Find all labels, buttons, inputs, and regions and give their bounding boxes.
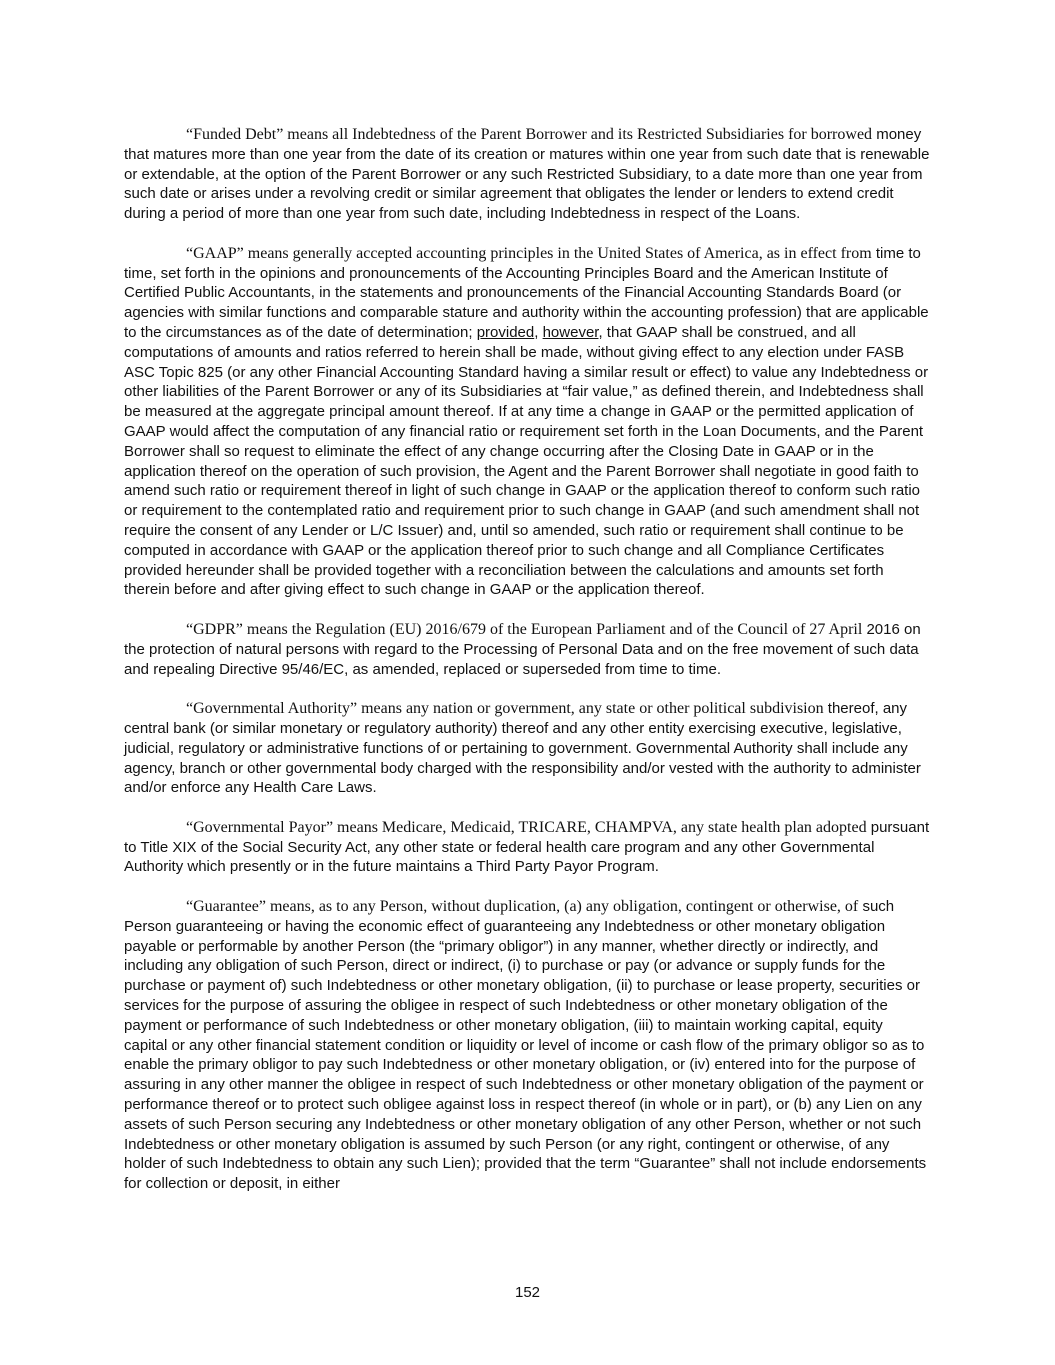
definition-funded-debt (124, 125, 930, 224)
definition-gdpr (124, 620, 930, 679)
definition-body-continued: , that GAAP shall be construed, and all computations of amounts and ratios referred to herein shall be made, without giving effect to any election under FASB ASC Topic 825 (or any other Financial Accounting Standard having a similar result or effect) to value any Indebtedness or other liabilities of the Parent Borrower or any of its Subsidiaries at “fair value,” as defined therein, and Indebtedness shall be measured at the aggregate principal amount thereof. If at any time a change in GAAP or the permitted application of GAAP would affect the computation of any financial ratio or requirement set forth in the Loan Documents, and the Parent Borrower shall so request to eliminate the effect of any change occurring after the Closing Date in GAAP or in the application thereof on the operation of such provision, the Agent and the Parent Borrower shall negotiate in good faith to amend such ratio or requirement thereof in light of such change in GAAP or the application thereof to conform such ratio or requirement to the contemplated ratio and requirement prior to such change in GAAP (and such amendment shall not require the consent of any Lender or L/C Issuer) and, until so amended, such ratio or requirement shall continue to be computed in accordance with GAAP or the application thereof prior to such change and all Compliance Certificates provided hereunder shall be provided together with a reconciliation between the calculations and amounts set forth therein before and after giving effect to such change in GAAP or the application thereof. (124, 323, 929, 599)
definition-body: pursuant to Title XIX of the Social Security Act, any other state or federal health care program and any other Governmental Authority which presently or in the future maintains a Third Party Payor Program. (124, 818, 930, 876)
definition-body: 2016 on the protection of natural persons with regard to the Processing of Personal Data and on the free movement of such data and repealing Directive 95/46/EC, as amended, replaced or superseded from time to time. (124, 620, 921, 678)
definition-lead: “Guarantee” means, as to any Person, without duplication, (a) any obligation, contingent or otherwise, of (186, 898, 859, 916)
definition-body: thereof, any central bank (or similar monetary or regulatory authority) thereof and any other entity exercising executive, legislative, judicial, regulatory or administrative functions of or pertaining to government. Governmental Authority shall include any agency, branch or other governmental body charged with the responsibility and/or vested with the authority to administer and/or enforce any Health Care Laws. (124, 700, 921, 797)
definition-lead: “GDPR” means the Regulation (EU) 2016/679 of the European Parliament and of the Council of 27 April (186, 620, 863, 638)
definition-guarantee (124, 897, 930, 1194)
however-term: however (542, 323, 599, 341)
definition-lead: “Funded Debt” means all Indebtedness of the Parent Borrower and its Restricted Subsidiaries for borrowed (186, 126, 873, 143)
definition-gaap (124, 244, 930, 600)
comma-separator: , (534, 323, 543, 341)
definition-lead: “Governmental Payor” means Medicare, Medicaid, TRICARE, CHAMPVA, any state health plan adopted (186, 818, 867, 836)
definition-body: money that matures more than one year from the date of its creation or matures within one year from such date that is renewable or extendable, at the option of the Parent Borrower or any such Restricted Subsidiary, to a date more than one year from such date or arises under a revolving credit or similar agreement that obligates the lender or lenders to extend credit during a period of more than one year from such date, including Indebtedness in respect of the Loans. (124, 126, 930, 223)
document-page (124, 125, 930, 1214)
definition-lead: “Governmental Authority” means any nation or government, any state or other political subdivision (186, 700, 824, 718)
definition-body: such Person guaranteeing or having the economic effect of guaranteeing any Indebtedness or other monetary obligation payable or performable by another Person (the “primary obligor”) in any manner, whether directly or indirectly, and including any obligation of such Person, direct or indirect, (i) to purchase or pay (or advance or supply funds for the purchase or payment of) such Indebtedness or other monetary obligation, (ii) to purchase or lease property, securities or services for the purpose of assuring the obligee in respect of such Indebtedness or other monetary obligation of the payment or performance of such Indebtedness or other monetary obligation, (iii) to maintain working capital, equity capital or any other financial statement condition or liquidity or level of income or cash flow of the primary obligor so as to enable the primary obligor to pay such Indebtedness or other monetary obligation, or (iv) entered into for the purpose of assuring in any other manner the obligee in respect of such Indebtedness or other monetary obligation of the payment or performance thereof or to protect such obligee against loss in respect thereof (in whole or in part), or (b) any Lien on any assets of such Person securing any Indebtedness or other monetary obligation of any other Person, whether or not such Indebtedness or other monetary obligation is assumed by such Person (or any right, contingent or otherwise, of any holder of such Indebtedness to obtain any such Lien); provided that the term “Guarantee” shall not include endorsements for collection or deposit, in either (124, 898, 927, 1193)
definition-body: time to time, set forth in the opinions and pronouncements of the Accounting Principles Board and the American Institute of Certified Public Accountants, in the statements and pronouncements of the Financial Accounting Standards Board (or agencies with similar functions and comparable stature and authority within the accounting profession) that are applicable to the circumstances as of the date of determination; (124, 244, 929, 341)
definition-governmental-payor (124, 818, 930, 877)
definition-lead: “GAAP” means generally accepted accounting principles in the United States of America, as in effect from (186, 244, 872, 262)
page-number: 152 (514, 1284, 541, 1301)
definition-governmental-authority (124, 699, 930, 798)
provided-term: provided (476, 323, 535, 341)
